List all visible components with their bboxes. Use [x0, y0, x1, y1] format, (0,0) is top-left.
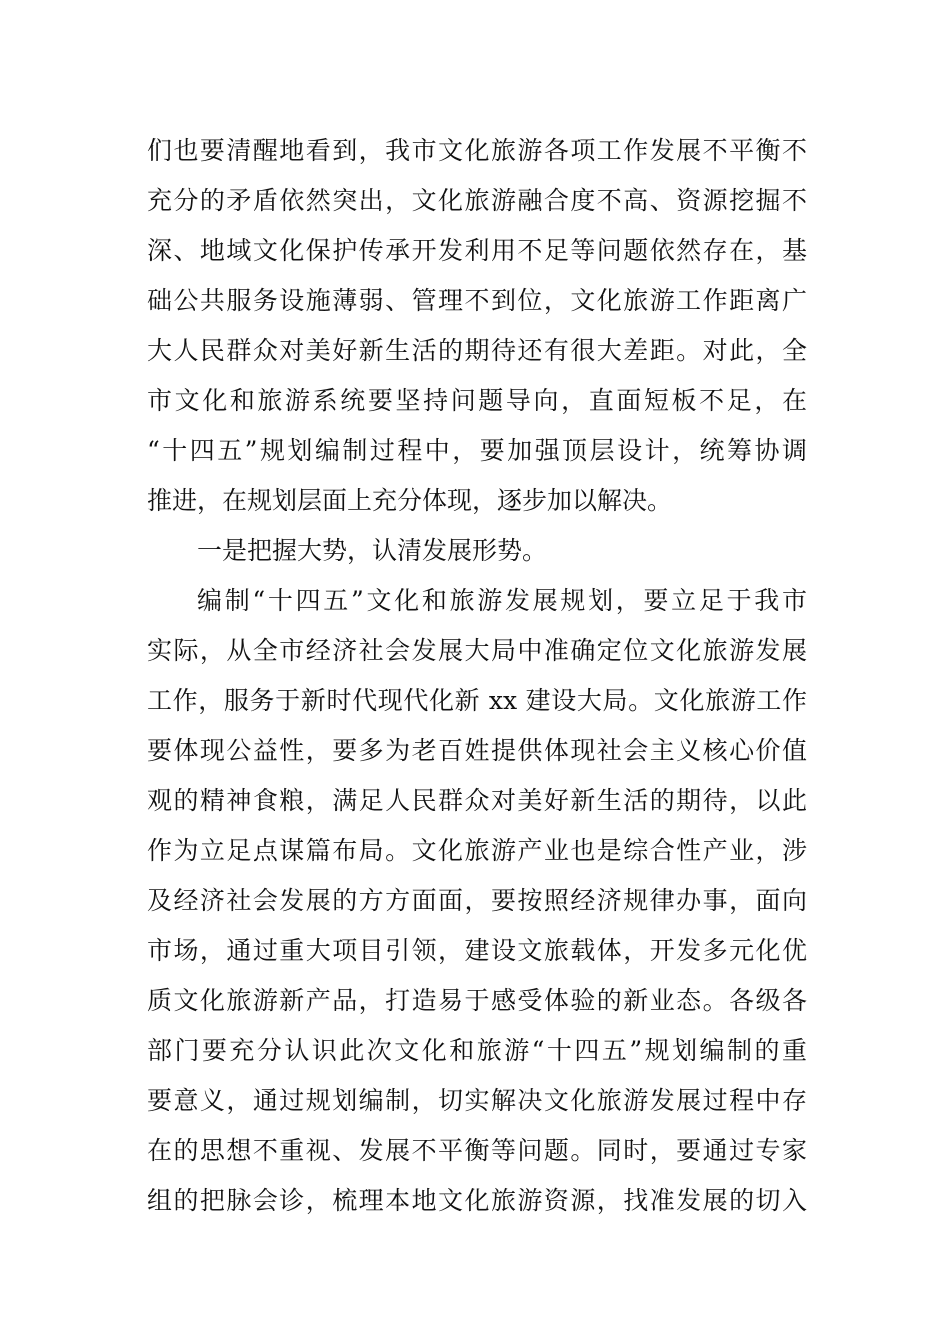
- text-line: 充分的矛盾依然突出，文化旅游融合度不高、资源挖掘不: [147, 186, 807, 215]
- text-line: 及经济社会发展的方方面面，要按照经济规律办事，面向: [147, 886, 807, 915]
- text-line: 大人民群众对美好新生活的期待还有很大差距。对此，全: [147, 336, 807, 365]
- text-line: 作为立足点谋篇布局。文化旅游产业也是综合性产业，涉: [147, 836, 807, 865]
- text-line: 在的思想不重视、发展不平衡等问题。同时，要通过专家: [147, 1136, 807, 1165]
- text-line: 工作，服务于新时代现代化新 xx 建设大局。文化旅游工作: [147, 686, 807, 715]
- text-line: 实际，从全市经济社会发展大局中准确定位文化旅游发展: [147, 636, 807, 665]
- text-line: 观的精神食粮，满足人民群众对美好新生活的期待，以此: [147, 786, 807, 815]
- text-line: 市场，通过重大项目引领，建设文旅载体，开发多元化优: [147, 936, 807, 965]
- text-line: 质文化旅游新产品，打造易于感受体验的新业态。各级各: [147, 986, 807, 1015]
- paragraph-first-line: 编制“十四五”文化和旅游发展规划，要立足于我市: [197, 586, 807, 615]
- text-line: 市文化和旅游系统要坚持问题导向，直面短板不足，在: [147, 386, 807, 415]
- section-heading: 一是把握大势，认清发展形势。: [197, 536, 548, 565]
- text-line: 们也要清醒地看到，我市文化旅游各项工作发展不平衡不: [147, 136, 807, 165]
- text-line: 要体现公益性，要多为老百姓提供体现社会主义核心价值: [147, 736, 807, 765]
- text-line: “十四五”规划编制过程中，要加强顶层设计，统筹协调: [147, 436, 807, 465]
- text-line: 部门要充分认识此次文化和旅游“十四五”规划编制的重: [147, 1036, 807, 1065]
- text-line: 深、地域文化保护传承开发利用不足等问题依然存在，基: [147, 236, 807, 265]
- text-line: 推进，在规划层面上充分体现，逐步加以解决。: [147, 486, 673, 515]
- text-line: 础公共服务设施薄弱、管理不到位，文化旅游工作距离广: [147, 286, 807, 315]
- text-line: 组的把脉会诊，梳理本地文化旅游资源，找准发展的切入: [147, 1186, 807, 1215]
- body-text: [147, 126, 807, 1226]
- text-line: 要意义，通过规划编制，切实解决文化旅游发展过程中存: [147, 1086, 807, 1115]
